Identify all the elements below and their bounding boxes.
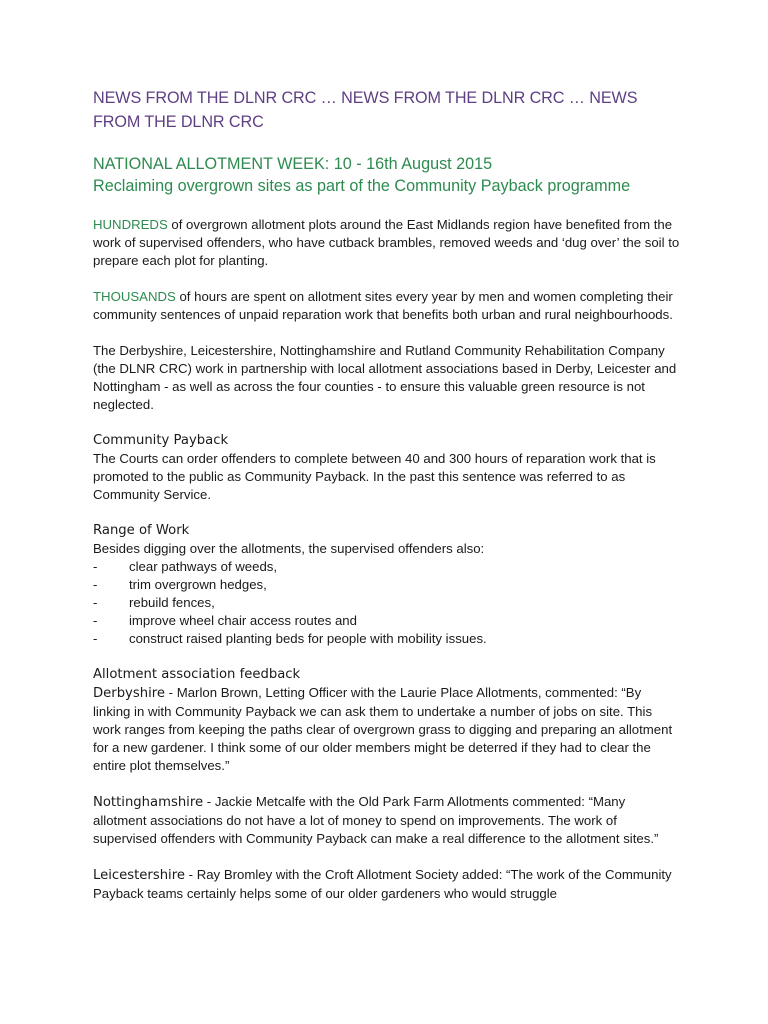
list-item (93, 630, 680, 648)
list-item (93, 594, 680, 612)
lead-word-thousands: THOUSANDS (93, 289, 176, 304)
list-bullet: - (93, 595, 98, 610)
feedback-nottinghamshire (93, 793, 680, 848)
news-banner: NEWS FROM THE DLNR CRC … NEWS FROM THE DLNR CRC … NEWS FROM THE DLNR CRC (93, 89, 638, 131)
section-heading-range-of-work: Range of Work (93, 523, 190, 538)
feedback-derbyshire (93, 684, 680, 775)
feedback-leicestershire-text: - Ray Bromley with the Croft Allotment Society added: “The work of the Community Payback teams certainly helps some of our older gardeners who would struggle (93, 867, 672, 901)
list-item (93, 558, 680, 576)
list-item-text: clear pathways of weeds, (129, 559, 278, 574)
work-list (93, 558, 680, 648)
list-item-text: construct raised planting beds for people with mobility issues. (129, 631, 487, 646)
list-item (93, 612, 680, 630)
feedback-derbyshire-text: - Marlon Brown, Letting Officer with the Laurie Place Allotments, commented: “By linking in with Community Payback we can ask them to undertake a number of jobs on site. This work ranges from keeping the paths clear of overgrown grass to digging and preparing an allotment for a new gardener. I think some of our older members might be deterred if they had to clear the entire plot themselves.” (93, 685, 673, 773)
list-bullet: - (93, 559, 98, 574)
paragraph-thousands (93, 288, 680, 324)
paragraph-community-payback: The Courts can order offenders to complete between 40 and 300 hours of reparation work that is promoted to the public as Community Payback. In the past this sentence was referred to as Community Service. (93, 451, 656, 502)
lead-word-hundreds: HUNDREDS (93, 217, 168, 232)
section-heading-community-payback: Community Payback (93, 433, 229, 448)
list-bullet: - (93, 631, 98, 646)
list-bullet: - (93, 577, 98, 592)
paragraph-hundreds (93, 216, 680, 270)
feedback-leicestershire (93, 866, 680, 903)
list-bullet: - (93, 613, 98, 628)
feedback-leicestershire-label: Leicestershire (93, 868, 185, 883)
list-item-text: improve wheel chair access routes and (129, 613, 357, 628)
range-of-work-intro: Besides digging over the allotments, the supervised offenders also: (93, 541, 485, 556)
feedback-derbyshire-label: Derbyshire (93, 686, 166, 701)
list-item-text: rebuild fences, (129, 595, 215, 610)
feedback-nottinghamshire-text: - Jackie Metcalfe with the Old Park Farm Allotments commented: “Many allotment associations do not have a lot of money to spend on improvements. The work of supervised offenders with Community Payback can make a real difference to the allotment sites.” (93, 794, 659, 846)
list-item-text: trim overgrown hedges, (129, 577, 267, 592)
section-heading-feedback: Allotment association feedback (93, 667, 301, 682)
article-heading: NATIONAL ALLOTMENT WEEK: 10 - 16th August 2015 (93, 155, 493, 173)
list-item (93, 576, 680, 594)
paragraph-hundreds-text: of overgrown allotment plots around the East Midlands region have benefited from the work of supervised offenders, who have cutback brambles, removed weeds and ‘dug over’ the soil to prepare each plot for planting. (93, 217, 680, 268)
paragraph-thousands-text: of hours are spent on allotment sites every year by men and women completing their community sentences of unpaid reparation work that benefits both urban and rural neighbourhoods. (93, 289, 673, 322)
paragraph-partnership: The Derbyshire, Leicestershire, Nottinghamshire and Rutland Community Rehabilitation Company (the DLNR CRC) work in partnership with local allotment associations based in Derby, Leicester and Nottingham - as well as across the four counties - to ensure this valuable green resource is not neglected. (93, 343, 677, 412)
feedback-nottinghamshire-label: Nottinghamshire (93, 795, 204, 810)
article-subheading: Reclaiming overgrown sites as part of the Community Payback programme (93, 177, 631, 195)
